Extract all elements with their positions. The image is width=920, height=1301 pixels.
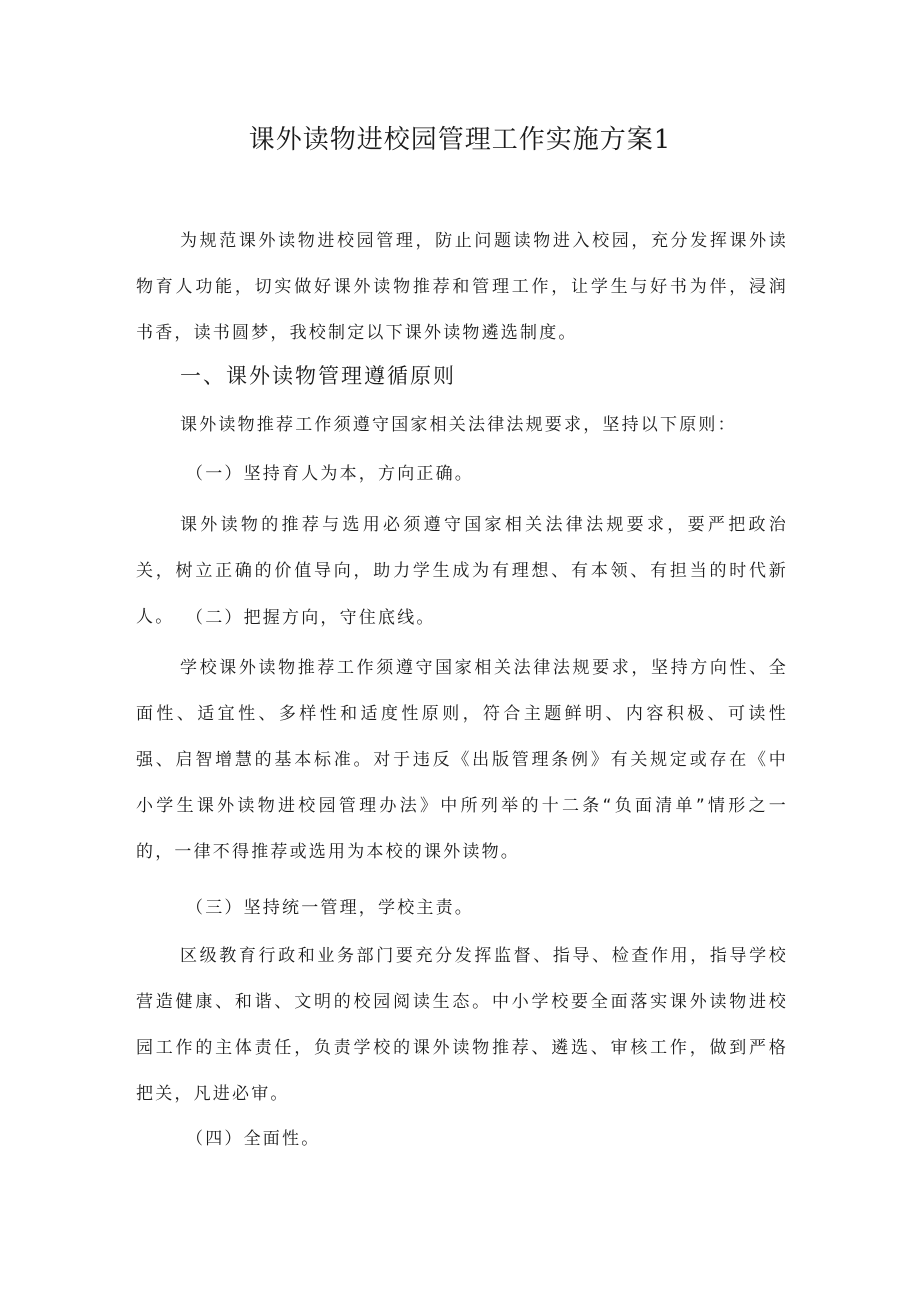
item-2-body: 学校课外读物推荐工作须遵守国家相关法律法规要求，坚持方向性、全面性、适宜性、多样性和适度性原则，符合主题鲜明、内容积极、可读性强、启智增慧的基本标准。对于违反《出版管理条例》有关规定或存在《中小学生课外读物进校园管理办法》中所列举的十二条“负面清单”情形之一的，一律不得推荐或选用为本校的课外读物。: [136, 658, 788, 862]
item-4-title: （四）全面性。: [186, 1129, 321, 1149]
section-lead-paragraph: 课外读物推荐工作须遵守国家相关法律法规要求，坚持以下原则：: [180, 415, 737, 435]
item-2-title: （二）把握方向，守住底线。: [186, 608, 436, 628]
section-heading: 一、课外读物管理遵循原则: [180, 364, 456, 388]
item-1-title: （一）坚持育人为本，方向正确。: [186, 464, 474, 484]
item-3-body: 区级教育行政和业务部门要充分发挥监督、指导、检查作用，指导学校营造健康、和谐、文明的校园阅读生态。中小学校要全面落实课外读物进校园工作的主体责任，负责学校的课外读物推荐、遴选、审核工作，做到严格把关，凡进必审。: [136, 946, 788, 1104]
document-title: 课外读物进校园管理工作实施方案1: [248, 125, 672, 155]
item-3-title: （三）坚持统一管理，学校主责。: [186, 898, 474, 918]
intro-paragraph: 为规范课外读物进校园管理，防止问题读物进入校园，充分发挥课外读物育人功能，切实做好课外读物推荐和管理工作，让学生与好书为伴，浸润书香，读书圆梦，我校制定以下课外读物遴选制度。: [136, 231, 788, 343]
item-1-body: 课外读物的推荐与选用必须遵守国家相关法律法规要求，要严把政治关，树立正确的价值导向，助力学生成为有理想、有本领、有担当的时代新人。: [136, 515, 788, 627]
